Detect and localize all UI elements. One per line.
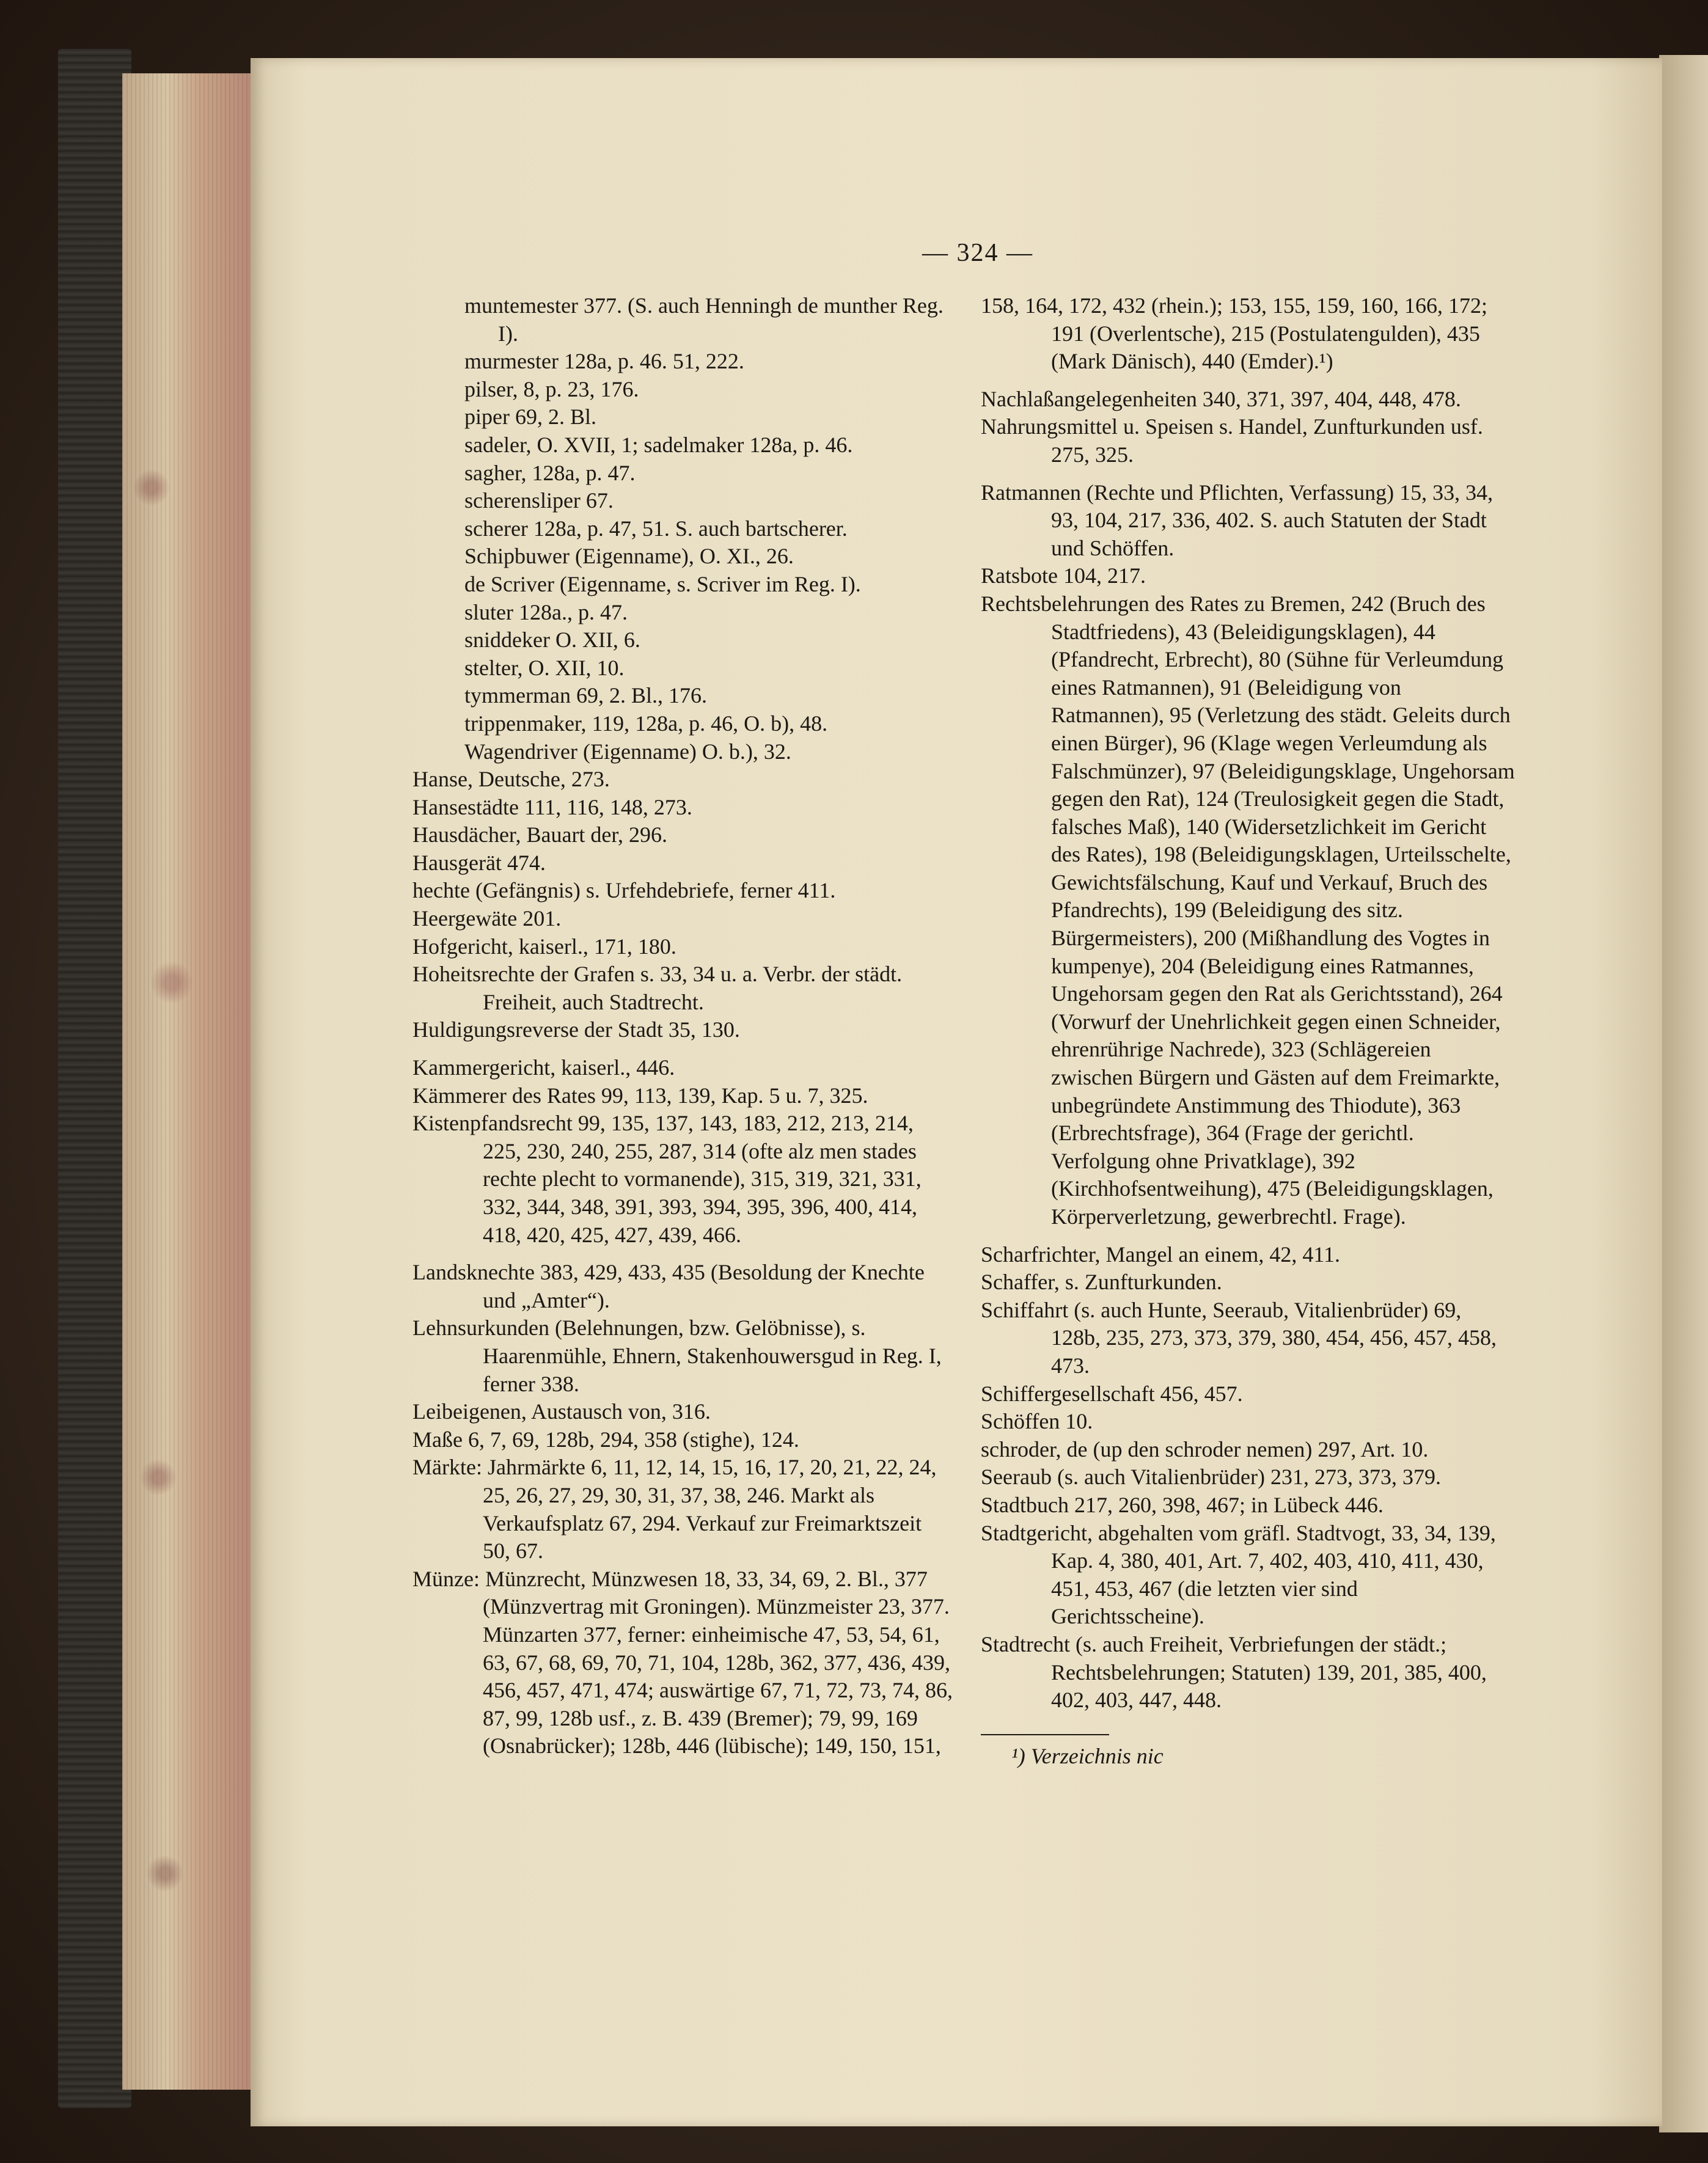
index-entry: Kammergericht, kaiserl., 446. (412, 1055, 675, 1080)
index-entry: Schaffer, s. Zunfturkunden. (981, 1270, 1222, 1295)
index-entry: piper 69, 2. Bl. (464, 404, 596, 430)
index-entry: Rechtsbelehrungen des Rates zu Bremen, 242 (Bruch des Stadtfriedens), 43 (Beleidigungsklagen), 44 (Pfandrecht, Erbrecht), 80 (Sühne für Verleumdung eines Ratmannen), 91 (Beleidigung von Ratmannen), 95 (Verletzung des städt. Geleits durch einen Bürger), 96 (Klage wegen Verleumdung als Falschmünzer), 97 (Beleidigungsklage, Ungehorsam gegen den Rat), 124 (Treulosigkeit gegen die Stadt, falsches Maß), 140 (Widersetzlichkeit im Gericht des Rates), 198 (Beleidigungsklagen, Urteilsschelte, Gewichtsfälschung, Kauf und Verkauf, Bruch des Pfandrechts), 199 (Beleidigung des sitz. Bürgermeisters), 200 (Mißhandlung des Vogtes in kumpenye), 204 (Beleidigung eines Ratmannes, Ungehorsam gegen den Rat als Gerichtsstand), 264 (Vorwurf der Unehrlichkeit gegen einen Schneider, ehrenrührige Nachrede), 323 (Schlägereien zwischen Bürgern und Gästen auf dem Freimarkte, unbegründete Anstimmung des Thiodute), 363 (Erbrechtsfrage), 364 (Frage der gerichtl. Verfolgung ohne Privatklage), 392 (Kirchhofsentweihung), 475 (Beleidigungsklagen, Körperverletzung, gewerbrechtl. Frage). (981, 591, 1515, 1229)
index-entry: Kämmerer des Rates 99, 113, 139, Kap. 5 u. 7, 325. (412, 1083, 868, 1108)
index-entry: Nachlaßangelegenheiten 340, 371, 397, 404, 448, 478. (981, 386, 1461, 411)
index-entry: Schiffergesellschaft 456, 457. (981, 1381, 1243, 1406)
index-entry: murmester 128a, p. 46. 51, 222. (464, 349, 744, 374)
index-entry: sniddeker O. XII, 6. (464, 628, 640, 653)
index-entry: scherensliper 67. (464, 488, 614, 513)
marbled-edge-pattern (131, 92, 199, 2071)
index-column-left (412, 292, 953, 1760)
index-entry: sagher, 128a, p. 47. (464, 460, 636, 485)
index-entry: Ratsbote 104, 217. (981, 563, 1146, 588)
index-entry: Hanse, Deutsche, 273. (412, 767, 610, 792)
index-entry: Hofgericht, kaiserl., 171, 180. (412, 934, 676, 959)
index-entry: Hausgerät 474. (412, 850, 546, 875)
index-entry: Seeraub (s. auch Vitalienbrüder) 231, 273, 373, 379. (981, 1465, 1441, 1490)
index-entry: Leibeigenen, Austausch von, 316. (412, 1399, 711, 1424)
index-entry: Münze: Münzrecht, Münzwesen 18, 33, 34, 69, 2. Bl., 377 (Münzvertrag mit Groningen). Münzmeister 23, 377. Münzarten 377, ferner: einheimische 47, 53, 54, 61, 63, 67, 68, 69, 70, 71, 104, 128b, 362, 377, 436, 439, 456, 457, 471, 474; auswärtige 67, 71, 72, 73, 74, 86, 87, 99, 128b usf., z. B. 439 (Bremer); 79, 99, 169 (Osnabrücker); 128b, 446 (lübische); 149, 150, 151, (412, 1566, 953, 1759)
page-number: — 324 — (922, 239, 1033, 267)
index-entry: sadeler, O. XVII, 1; sadelmaker 128a, p. 46. (464, 432, 853, 457)
index-entry: Huldigungsreverse der Stadt 35, 130. (412, 1017, 740, 1042)
index-entry: pilser, 8, p. 23, 176. (464, 376, 639, 401)
footnote-rule (981, 1734, 1109, 1735)
index-entry: muntemester 377. (S. auch Henningh de munther Reg. I). (464, 293, 944, 346)
index-entry: Stadtbuch 217, 260, 398, 467; in Lübeck 446. (981, 1492, 1384, 1517)
index-entry: trippenmaker, 119, 128a, p. 46, O. b), 48. (464, 711, 828, 736)
index-entry: de Scriver (Eigenname, s. Scriver im Reg. I). (464, 571, 861, 596)
index-column-right (981, 292, 1516, 1770)
index-entry: tymmerman 69, 2. Bl., 176. (464, 683, 707, 708)
index-entry: Stadtgericht, abgehalten vom gräfl. Stadtvogt, 33, 34, 139, Kap. 4, 380, 401, Art. 7, 402, 403, 410, 411, 430, 451, 453, 467 (die letzten vier sind Gerichtsscheine). (981, 1520, 1496, 1629)
right-entries (981, 292, 1516, 1715)
book-cover-edge (58, 49, 131, 2108)
index-entry: Heergewäte 201. (412, 906, 562, 931)
index-entry: Nahrungsmittel u. Speisen s. Handel, Zunfturkunden usf. 275, 325. (981, 414, 1483, 467)
index-entry: Landsknechte 383, 429, 433, 435 (Besoldung der Knechte und „Amter“). (412, 1260, 925, 1312)
index-entry: Scharfrichter, Mangel an einem, 42, 411. (981, 1242, 1341, 1267)
index-entry: schroder, de (up den schroder nemen) 297, Art. 10. (981, 1437, 1429, 1462)
index-entry: Lehnsurkunden (Belehnungen, bzw. Gelöbnisse), s. Haarenmühle, Ehnern, Stakenhouwersgud in Reg. I, ferner 338. (412, 1316, 942, 1396)
index-entry: sluter 128a., p. 47. (464, 599, 628, 624)
index-entry: Maße 6, 7, 69, 128b, 294, 358 (stighe), 124. (412, 1427, 799, 1452)
index-entry: Schipbuwer (Eigenname), O. XI., 26. (464, 544, 794, 569)
footnote: ¹) Verzeichnis nic (1011, 1743, 1164, 1768)
index-entry: Hausdächer, Bauart der, 296. (412, 822, 667, 847)
index-entry: Wagendriver (Eigenname) O. b.), 32. (464, 739, 791, 764)
index-entry: scherer 128a, p. 47, 51. S. auch bartscherer. (464, 516, 848, 541)
index-entry: Ratmannen (Rechte und Pflichten, Verfassung) 15, 33, 34, 93, 104, 217, 336, 402. S. auch Statuten der Stadt und Schöffen. (981, 480, 1494, 560)
facing-page-edge (1659, 55, 1708, 2132)
index-entry: Schiffahrt (s. auch Hunte, Seeraub, Vitalienbrüder) 69, 128b, 235, 273, 373, 379, 380, 454, 456, 457, 458, 473. (981, 1297, 1497, 1378)
index-entry: 158, 164, 172, 432 (rhein.); 153, 155, 159, 160, 166, 172; 191 (Overlentsche), 215 (Postulatengulden), 435 (Mark Dänisch), 440 (Emder).¹) (981, 293, 1487, 374)
index-entry: Schöffen 10. (981, 1409, 1093, 1434)
index-entry: hechte (Gefängnis) s. Urfehdebriefe, ferner 411. (412, 878, 836, 903)
index-entry: Hoheitsrechte der Grafen s. 33, 34 u. a. Verbr. der städt. Freiheit, auch Stadtrecht. (412, 962, 903, 1014)
index-entry: Stadtrecht (s. auch Freiheit, Verbriefungen der städt.; Rechtsbelehrungen; Statuten) 139, 201, 385, 400, 402, 403, 447, 448. (981, 1631, 1487, 1713)
index-entry: Märkte: Jahrmärkte 6, 11, 12, 14, 15, 16, 17, 20, 21, 22, 24, 25, 26, 27, 29, 30, 31, 37, 38, 246. Markt als Verkaufsplatz 67, 294. Verkauf zur Freimarktszeit 50, 67. (412, 1455, 937, 1564)
index-entry: Kistenpfandsrecht 99, 135, 137, 143, 183, 212, 213, 214, 225, 230, 240, 255, 287, 314 (ofte alz men stades rechte plecht to vormanende), 315, 319, 321, 331, 332, 344, 348, 391, 393, 394, 395, 396, 400, 414, 418, 420, 425, 427, 439, 466. (412, 1111, 922, 1247)
index-entry: Hansestädte 111, 116, 148, 273. (412, 794, 692, 819)
index-entry: stelter, O. XII, 10. (464, 655, 625, 680)
